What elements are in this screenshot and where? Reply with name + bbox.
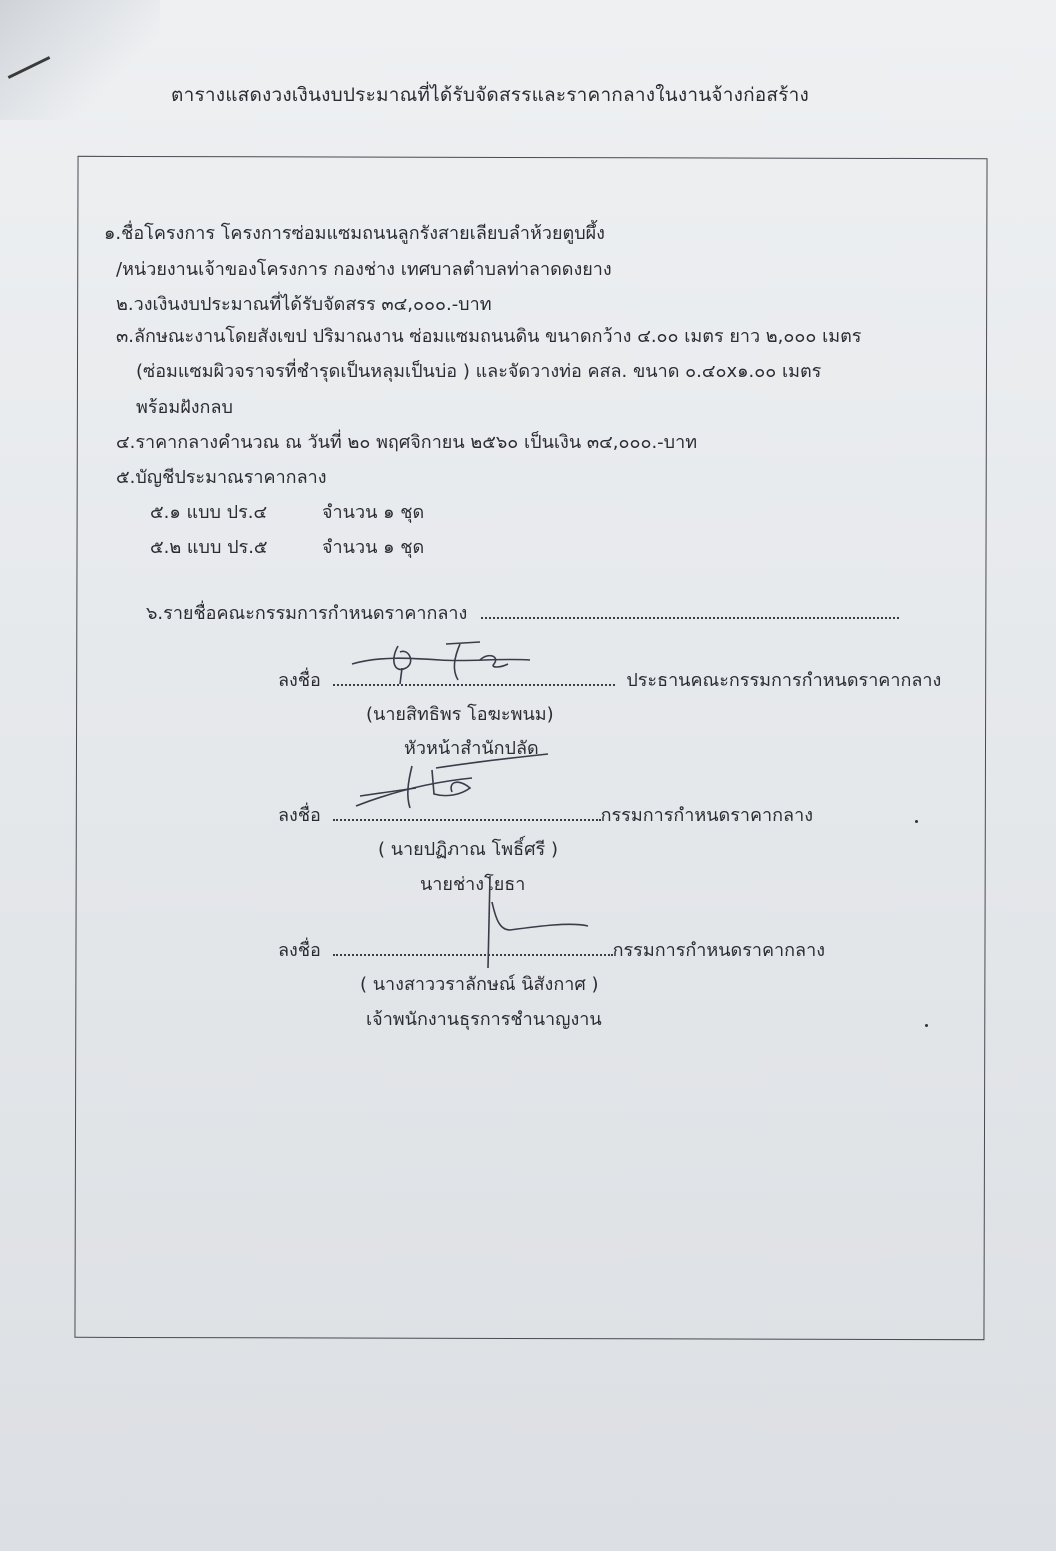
estimate-row-label: ๕.๒ แบบ ปร.๕ <box>150 537 268 558</box>
signer-position: หัวหน้าสำนักปลัด <box>404 738 539 759</box>
sign-label: ลงชื่อ <box>278 805 321 826</box>
signer-position: เจ้าพนักงานธุรการชำนาญงาน <box>366 1009 602 1030</box>
signer-name: ( นายปฏิภาณ โพธิ์ศรี ) <box>378 839 558 860</box>
estimate-row-qty: จำนวน ๑ ชุด <box>322 537 425 558</box>
handwritten-signature-member-1 <box>352 748 562 818</box>
handwritten-signature-member-2 <box>470 872 600 972</box>
scan-speck <box>915 820 918 823</box>
scan-speck <box>925 1024 928 1027</box>
median-price-line: ๔.ราคากลางคำนวณ ณ วันที่ ๒๐ พฤศจิกายน ๒๕๖๐ เป็นเงิน ๓๔,๐๐๐.-บาท <box>116 432 698 453</box>
estimate-row-label: ๕.๑ แบบ ปร.๔ <box>150 502 268 523</box>
signer-role: กรรมการกำหนดราคากลาง <box>600 805 813 826</box>
work-description-line-1: ๓.ลักษณะงานโดยสังเขป ปริมาณงาน ซ่อมแซมถนนดิน ขนาดกว้าง ๔.๐๐ เมตร ยาว ๒,๐๐๐ เมตร <box>116 326 862 347</box>
dotted-fill-line <box>481 601 899 619</box>
signer-name: ( นางสาววราลักษณ์ นิสังกาศ ) <box>360 974 599 995</box>
committee-heading-row <box>146 598 899 627</box>
handwritten-signature-chair <box>350 638 540 688</box>
sign-label: ลงชื่อ <box>278 670 321 691</box>
work-description-line-3: พร้อมฝังกลบ <box>136 397 233 418</box>
signer-name: (นายสิทธิพร โอฆะพนม) <box>366 704 554 725</box>
project-name-line: ๑.ชื่อโครงการ โครงการซ่อมแซมถนนลูกรังสายเลียบลำห้วยตูบผึ้ง <box>104 223 605 244</box>
estimate-row-qty: จำนวน ๑ ชุด <box>322 502 425 523</box>
signer-role: ประธานคณะกรรมการกำหนดราคากลาง <box>626 670 942 691</box>
document-title: ตารางแสดงวงเงินงบประมาณที่ได้รับจัดสรรและราคากลางในงานจ้างก่อสร้าง <box>171 84 809 106</box>
estimate-heading: ๕.บัญชีประมาณราคากลาง <box>116 467 327 488</box>
owner-unit-line: /หน่วยงานเจ้าของโครงการ กองช่าง เทศบาลตำบลท่าลาดดงยาง <box>116 259 612 280</box>
signer-role: กรรมการกำหนดราคากลาง <box>612 940 825 961</box>
work-description-line-2: (ซ่อมแซมผิวจราจรที่ชำรุดเป็นหลุมเป็นบ่อ ) และจัดวางท่อ คสล. ขนาด ๐.๔๐x๑.๐๐ เมตร <box>136 361 822 382</box>
signer-position: นายช่างโยธา <box>420 874 526 895</box>
sign-label: ลงชื่อ <box>278 940 321 961</box>
committee-heading: ๖.รายชื่อคณะกรรมการกำหนดราคากลาง <box>146 603 468 624</box>
budget-line: ๒.วงเงินงบประมาณที่ได้รับจัดสรร ๓๔,๐๐๐.-บาท <box>116 294 492 315</box>
